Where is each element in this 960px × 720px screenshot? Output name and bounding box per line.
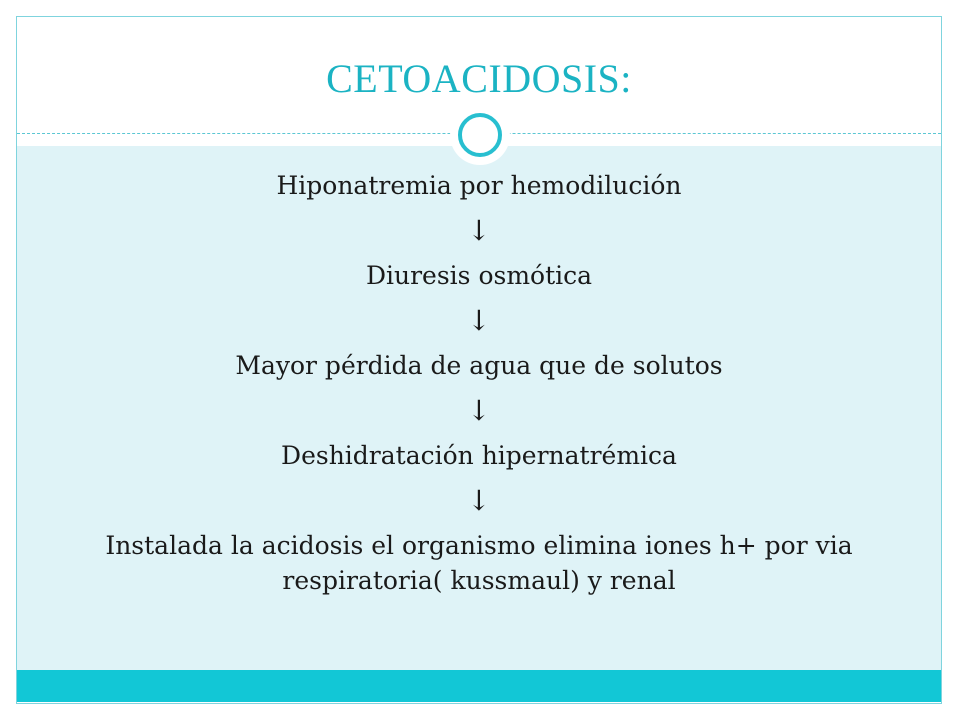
- footer-bar: [17, 670, 941, 702]
- flow-content: [17, 163, 941, 598]
- down-arrow-icon: ↓: [467, 394, 491, 427]
- down-arrow-icon: ↓: [467, 484, 491, 517]
- slide-title: CETOACIDOSIS:: [326, 56, 632, 101]
- down-arrow-icon: ↓: [467, 304, 491, 337]
- circle-ring-icon: [458, 113, 502, 157]
- flow-step-perdida-agua: Mayor pérdida de agua que de solutos: [235, 351, 723, 380]
- flow-step-diuresis: Diuresis osmótica: [365, 261, 593, 290]
- flow-step-deshidratacion: Deshidratación hipernatrémica: [281, 441, 677, 470]
- down-arrow-icon: ↓: [467, 214, 491, 247]
- flow-step-acidosis: Instalada la acidosis el organismo elimina iones h+ por via respiratoria( kussmaul) y renal: [105, 531, 853, 595]
- flow-step-hiponatremia: Hiponatremia por hemodilución: [276, 171, 682, 200]
